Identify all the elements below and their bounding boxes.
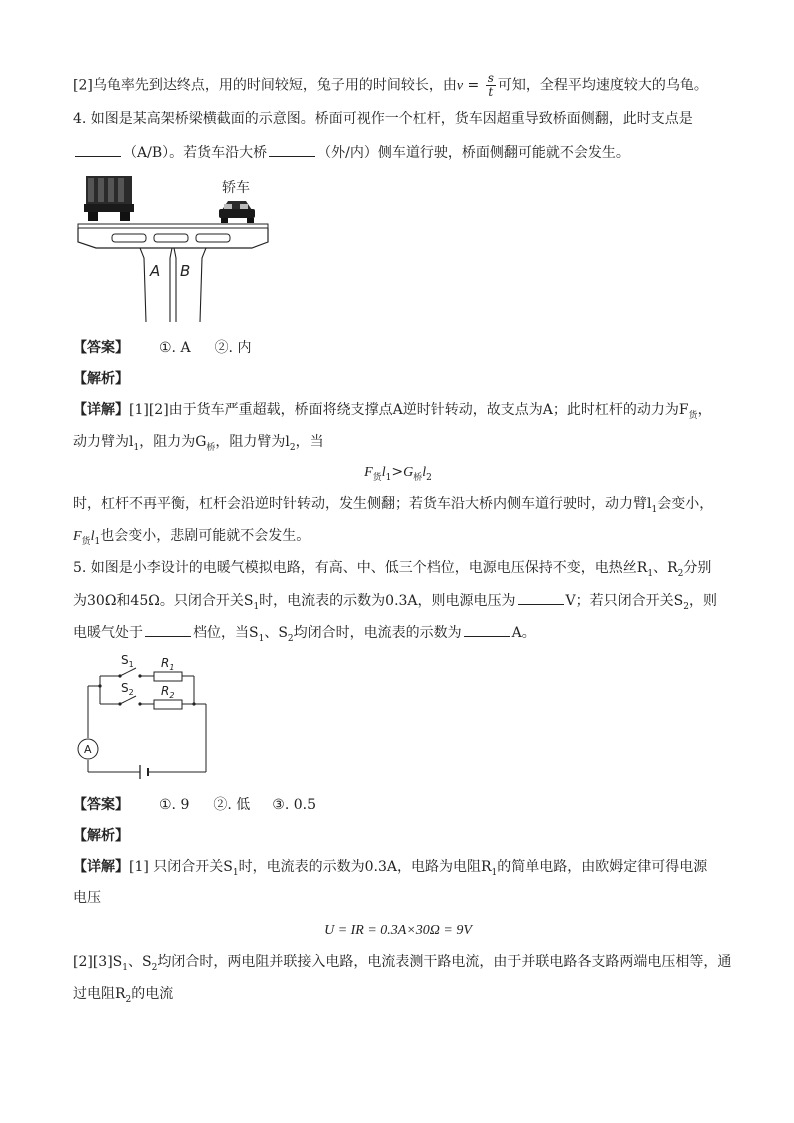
q5-formula: U = IR = 0.3A×30Ω = 9V bbox=[324, 923, 472, 938]
answer-blank[interactable] bbox=[464, 622, 510, 637]
answer-blank[interactable] bbox=[518, 590, 564, 605]
s1-label: $S_1$ bbox=[121, 653, 134, 669]
q5-detail-4: 过电阻$R_2$的电流 bbox=[73, 986, 174, 1005]
q4-detail-1: 【详解】[1][2]由于货车严重超载，桥面将绕支撑点A逆时针转动，故支点为A；此时杠杆的动力为$F_货$， bbox=[73, 402, 712, 421]
answer-blank[interactable] bbox=[145, 622, 191, 637]
answer-blank[interactable] bbox=[269, 142, 315, 157]
q4-analysis-label: 【解析】 bbox=[73, 371, 129, 387]
question-5-text-2: 为30Ω和45Ω。只闭合开关$S_1$时，电流表的示数为0.3A，则电源电压为 V；若只闭合开关$S_2$，则 bbox=[73, 590, 733, 617]
q4-detail-2: 动力臂为$l_1$，阻力为$G_桥$，阻力臂为$l_2$，当 bbox=[73, 434, 324, 453]
car-label: 轿车 bbox=[222, 180, 250, 196]
q5-analysis-label: 【解析】 bbox=[73, 828, 129, 844]
r2-label: $R_2$ bbox=[161, 684, 175, 700]
q4-inequality: $F_货l_1>G_桥l_2$ bbox=[364, 464, 432, 483]
question-4-text-2: （A/B）。若货车沿大桥 （外/内）侧车道行驶，桥面侧翻可能就不会发生。 bbox=[73, 142, 733, 163]
answer-blank[interactable] bbox=[75, 142, 121, 157]
question-4-text: 4. 如图是某高架桥梁横截面的示意图。桥面可视作一个杠杆，货车因超重导致桥面侧翻，此时支点是 bbox=[73, 111, 693, 127]
q4-answer: 【答案】 ①. A ②. 内 bbox=[73, 340, 252, 356]
q5-answer: 【答案】 ①. 9 ②. 低 ③. 0.5 bbox=[73, 797, 316, 813]
circuit-diagram bbox=[70, 648, 220, 778]
car-icon bbox=[219, 201, 255, 223]
s2-label: $S_2$ bbox=[121, 681, 134, 697]
q4-detail-4: $F_货l_1$也会变小，悲剧可能就不会发生。 bbox=[73, 528, 311, 547]
ammeter-label: A bbox=[84, 743, 92, 756]
question-5-text-3: 电暖气处于 档位，当$S_1$、$S_2$均闭合时，电流表的示数为 A。 bbox=[73, 622, 733, 649]
text-line: [2]乌龟率先到达终点，用的时间较短，兔子用的时间较长，由v = $\frac{s}{t}$ 可知，全程平均速度较大的乌龟。 bbox=[73, 71, 708, 99]
q4-detail-3: 时，杠杆不再平衡，杠杆会沿逆时针转动，发生侧翻；若货车沿大桥内侧车道行驶时，动力臂$l_1$会变小， bbox=[73, 496, 714, 515]
question-5-text: 5. 如图是小李设计的电暖气模拟电路，有高、中、低三个档位，电源电压保持不变，电热丝$R_1$、$R_2$分别 bbox=[73, 560, 712, 579]
q5-detail-2: 电压 bbox=[73, 890, 101, 906]
bridge-diagram bbox=[74, 172, 274, 332]
q5-detail-1: 【详解】[1] 只闭合开关$S_1$时，电流表的示数为0.3A，电路为电阻$R_1$的简单电路，由欧姆定律可得电源 bbox=[73, 859, 708, 878]
truck-icon bbox=[84, 176, 134, 221]
pillar-b-label: B bbox=[180, 262, 191, 280]
fraction: $\frac{s}{t}$ bbox=[487, 71, 494, 99]
r1-label: $R_1$ bbox=[161, 656, 175, 672]
q5-detail-3: $[2][3]S_1$、$S_2$均闭合时，两电阻并联接入电路，电流表测干路电流，由于并联电路各支路两端电压相等，通 bbox=[73, 954, 732, 973]
pillar-a-label: A bbox=[150, 262, 161, 280]
